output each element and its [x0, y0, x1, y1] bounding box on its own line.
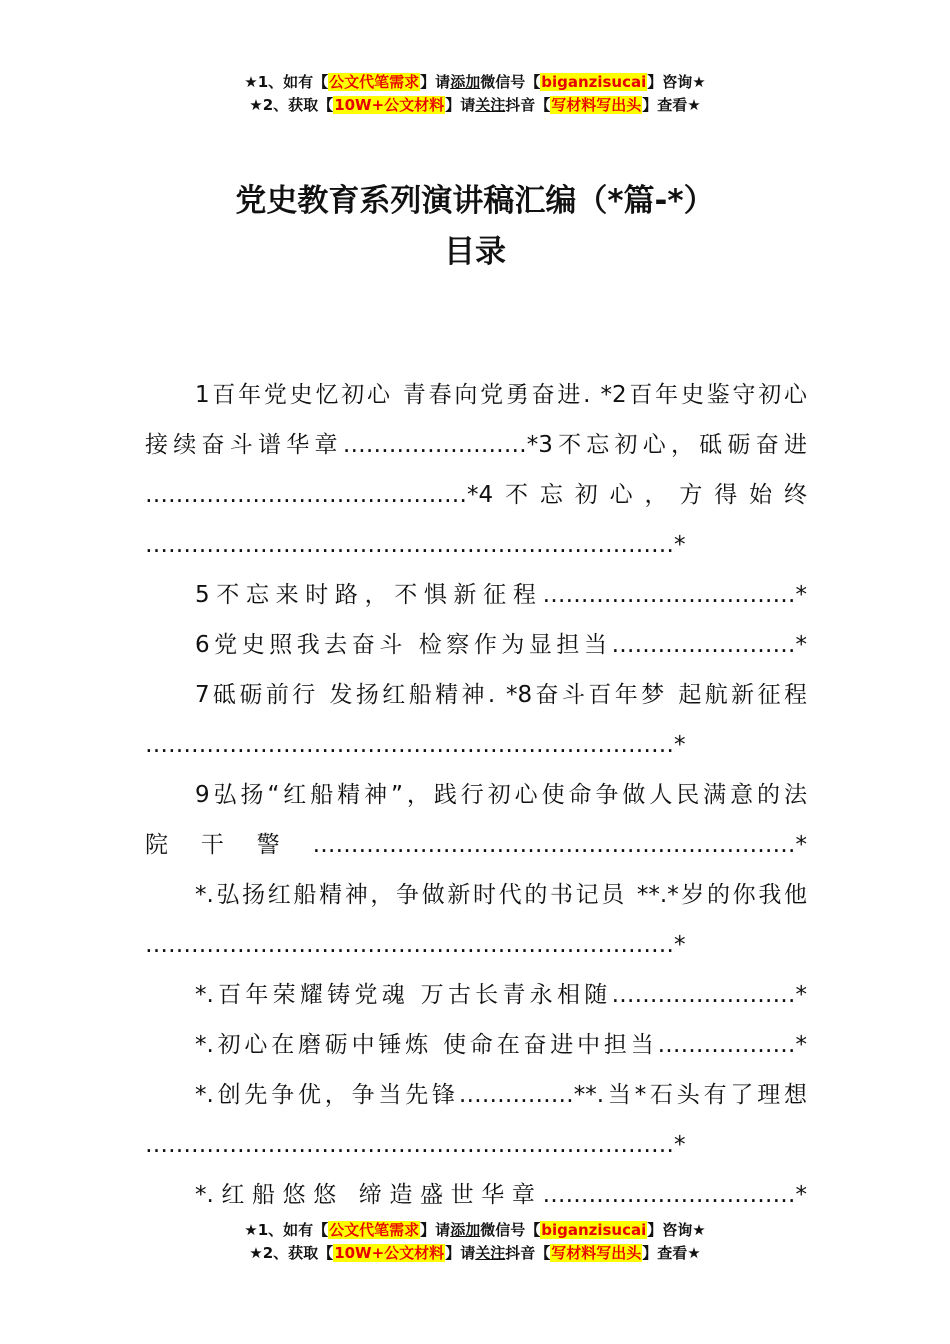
banner-text: 】请: [445, 96, 476, 114]
banner-highlight: 公文代笔需求: [329, 1221, 420, 1239]
douyin-highlight: 写材料写出头: [551, 1244, 642, 1262]
toc-line: 5不忘来时路，不惧新征程……………………………*: [195, 582, 807, 608]
wechat-id-highlight: biganzisucai: [541, 1221, 647, 1239]
banner-text: ★1、如有【: [244, 1221, 329, 1239]
toc-line: 院干警………………………………………………………*: [145, 832, 807, 858]
toc-line: 1百年党史忆初心 青春向党勇奋进. *2百年史鉴守初心: [195, 382, 807, 408]
banner-underlined: 添加: [450, 1221, 481, 1239]
banner-underlined: 添加: [450, 73, 481, 91]
toc-line: *.百年荣耀铸党魂 万古长青永相随……………………*: [195, 982, 807, 1008]
banner-highlight: 公文代笔需求: [329, 73, 420, 91]
document-title: 党史教育系列演讲稿汇编（*篇-*）: [235, 183, 715, 219]
header-banner: [0, 71, 950, 117]
footer-banner: [0, 1219, 950, 1265]
banner-text: 微信号【: [480, 73, 541, 91]
toc-line: ……………………………………………………………*: [145, 1132, 686, 1158]
douyin-highlight: 写材料写出头: [551, 96, 642, 114]
toc-line: *.弘扬红船精神，争做新时代的书记员 **.*岁的你我他: [195, 882, 807, 908]
banner-underlined: 关注: [475, 96, 506, 114]
banner-text: 】咨询★: [647, 73, 706, 91]
banner-text: 】咨询★: [647, 1221, 706, 1239]
toc-line: 6党史照我去奋斗 检察作为显担当……………………*: [195, 632, 807, 658]
toc-line: 7砥砺前行 发扬红船精神. *8奋斗百年梦 起航新征程: [195, 682, 807, 708]
banner-line-1: [0, 1219, 950, 1242]
wechat-id-highlight: biganzisucai: [541, 73, 647, 91]
banner-text: ★2、获取【: [249, 96, 334, 114]
toc-line: *.创先争优，争当先锋……………**.当*石头有了理想: [195, 1082, 807, 1108]
toc-line: ……………………………………………………………*: [145, 932, 686, 958]
banner-text: 抖音【: [505, 1244, 551, 1262]
banner-underlined: 关注: [475, 1244, 506, 1262]
banner-text: 】查看★: [642, 96, 701, 114]
banner-line-1: [0, 71, 950, 94]
toc-line: 接续奋斗谱华章……………………*3不忘初心，砥砺奋进: [145, 432, 807, 458]
banner-highlight: 10W+公文材料: [334, 96, 445, 114]
banner-text: 】请: [445, 1244, 476, 1262]
table-of-contents: [145, 370, 807, 1220]
banner-line-2: [0, 94, 950, 117]
banner-text: ★1、如有【: [244, 73, 329, 91]
toc-line: ……………………………………………………………*: [145, 732, 686, 758]
banner-highlight: 10W+公文材料: [334, 1244, 445, 1262]
toc-line: *.初心在磨砺中锤炼 使命在奋进中担当………………*: [195, 1032, 807, 1058]
toc-line: *.红船悠悠 缔造盛世华章……………………………*: [195, 1182, 807, 1208]
banner-line-2: [0, 1242, 950, 1265]
document-subtitle: 目录: [444, 234, 506, 270]
banner-text: 】请: [420, 73, 451, 91]
banner-text: ★2、获取【: [249, 1244, 334, 1262]
toc-line: ……………………………………………………………*: [145, 532, 686, 558]
banner-text: 微信号【: [480, 1221, 541, 1239]
banner-text: 】请: [420, 1221, 451, 1239]
banner-text: 】查看★: [642, 1244, 701, 1262]
toc-line: ……………………………………*4不忘初心，方得始终: [145, 482, 807, 508]
banner-text: 抖音【: [505, 96, 551, 114]
toc-line: 9弘扬“红船精神”，践行初心使命争做人民满意的法: [195, 782, 807, 808]
